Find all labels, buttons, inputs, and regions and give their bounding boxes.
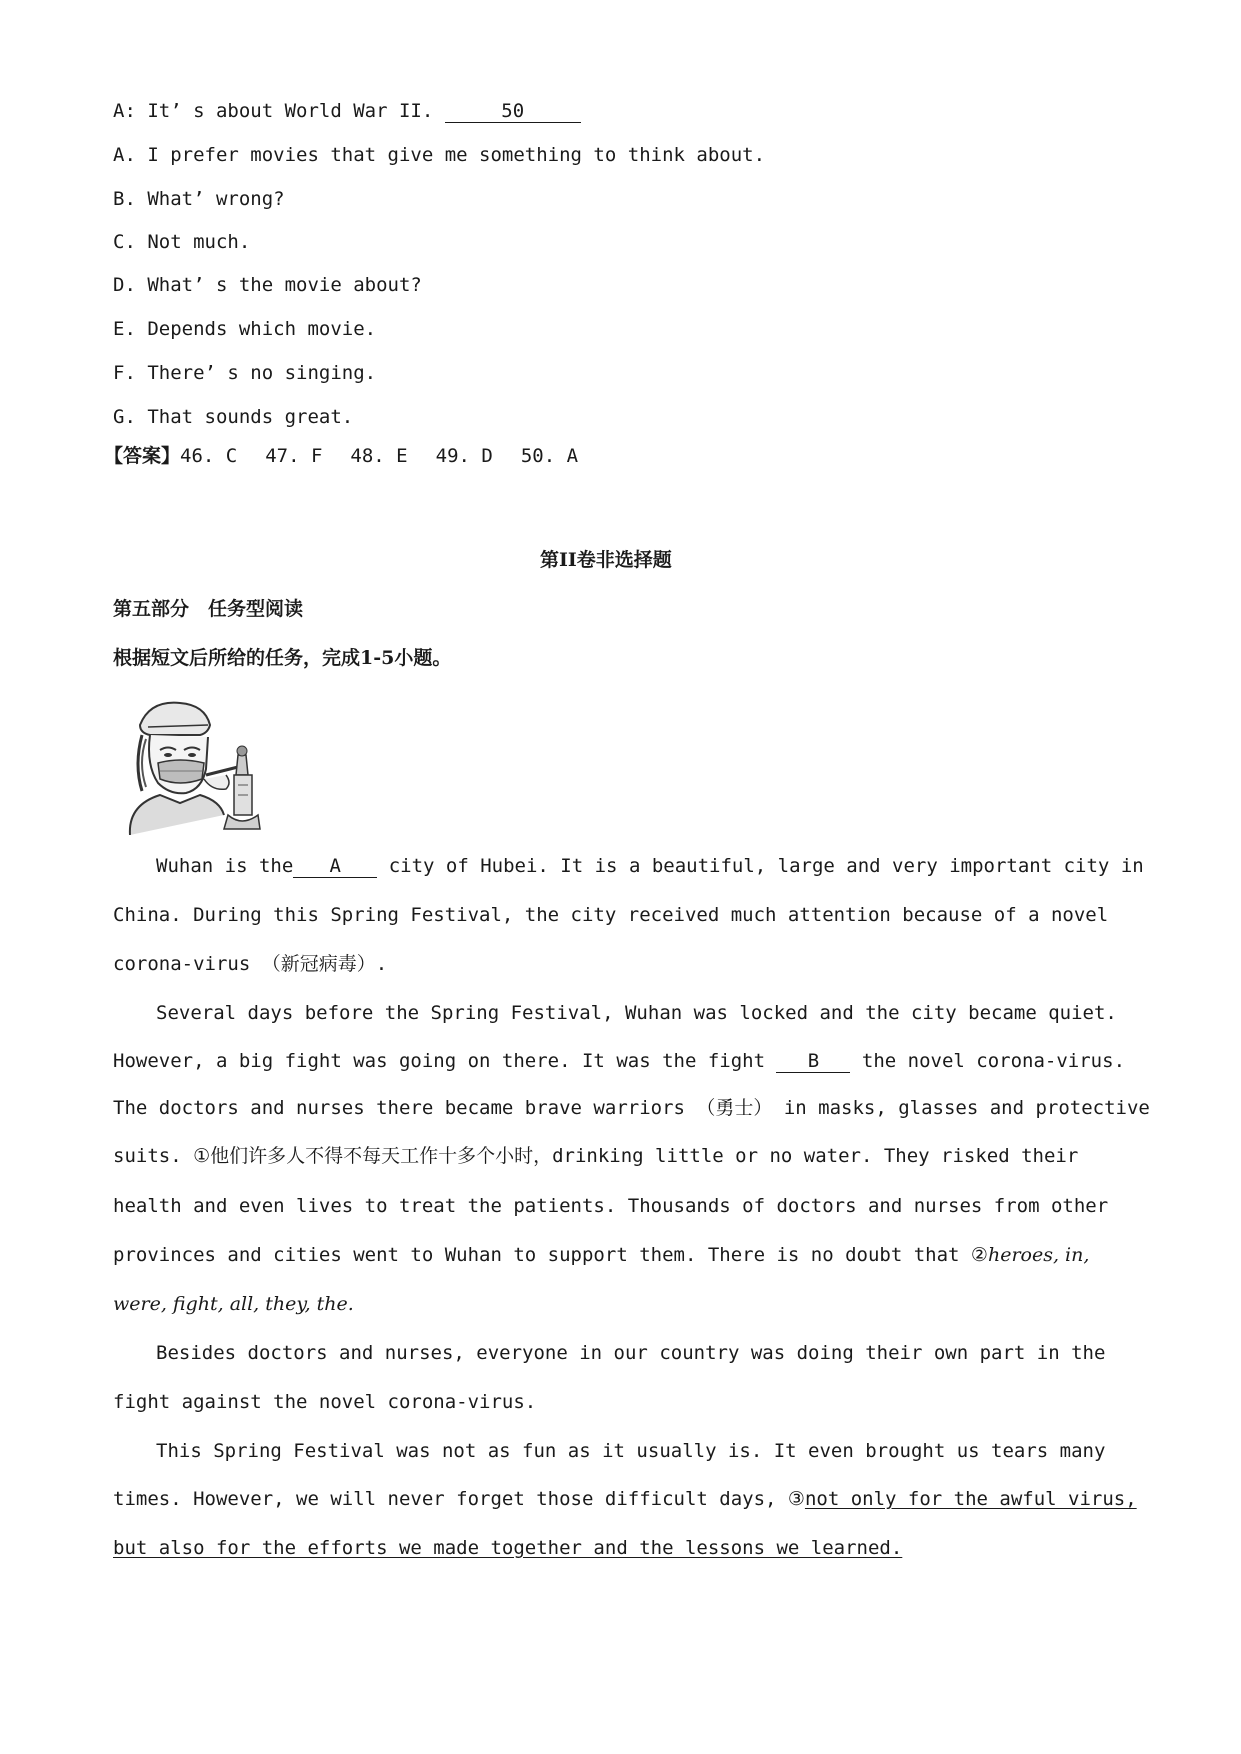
passage-text: Wuhan is the [156,855,294,877]
answer-item: 50. A [520,445,579,467]
task-3-underlined-sentence-cont: but also for the efforts we made together and the lessons we learned. [113,1537,903,1559]
passage-p3-line1: Besides doctors and nurses, everyone in our country was doing their own part in the [156,1342,1106,1364]
task-2-scrambled-words: heroes, in, [987,1244,1090,1266]
answer-item: 46. C [180,445,238,467]
answer-item: 49. D [435,445,493,467]
passage-p1-line2: China. During this Spring Festival, the city received much attention because of a novel [113,904,1109,926]
passage-p2-line6 [113,1242,1089,1268]
option-a: A. I prefer movies that give me something to think about. [113,144,766,166]
task-3-underlined-sentence: not only for the awful virus, [804,1488,1137,1510]
part-title: 第五部分 任务型阅读 [113,598,304,620]
option-b: B. What’ wrong? [113,188,285,210]
passage-p2-line2 [113,1048,1125,1074]
blank-label: B [807,1050,820,1072]
instruction: 根据短文后所给的任务，完成1-5小题。 [113,647,452,669]
option-g: G. That sounds great. [113,406,354,428]
answer-label: 【答案】 [104,445,181,467]
blank-number: 50 [501,100,525,122]
task-1-chinese-sentence: suits. ①他们许多人不得不每天工作十多个小时， [113,1145,553,1167]
blank-label: A [329,855,341,877]
answer-blank-50[interactable] [445,100,581,123]
passage-text: times. However, we will never forget those difficult days, ③ [113,1488,805,1510]
passage-p1-line3: corona-virus （新冠病毒）. [113,953,388,975]
passage-p3-line2: fight against the novel corona-virus. [113,1391,537,1413]
answer-item: 47. F [265,445,323,467]
passage-p1-line1 [156,853,1144,879]
passage-p2-line3: The doctors and nurses there became brave warriors （勇士） in masks, glasses and protective [113,1097,1150,1119]
dialogue-line-last [113,98,581,124]
option-d: D. What’ s the movie about? [113,274,422,296]
passage-text: provinces and cities went to Wuhan to support them. There is no doubt that ② [113,1244,988,1266]
passage-p2-line4 [113,1143,1078,1169]
passage-p4-line1: This Spring Festival was not as fun as it usually is. It even brought us tears many [156,1440,1106,1462]
passage-text: drinking little or no water. They risked their [552,1145,1079,1167]
passage-p2-line1: Several days before the Spring Festival, Wuhan was locked and the city became quiet. [156,1002,1117,1024]
answer-blank-a[interactable] [293,855,377,878]
passage-text: city of Hubei. It is a beautiful, large and very important city in [377,855,1144,877]
option-c: C. Not much. [113,231,251,253]
passage-text: the novel corona-virus. [850,1050,1126,1072]
answer-blank-b[interactable] [776,1050,850,1073]
option-f: F. There’ s no singing. [113,362,377,384]
passage-text: However, a big fight was going on there. It was the fight [113,1050,777,1072]
nurse-in-mask-illustration [120,695,280,835]
answer-key [104,443,578,469]
passage-p2-line5: health and even lives to treat the patients. Thousands of doctors and nurses from other [113,1195,1109,1217]
section-title: 第II卷非选择题 [540,549,672,571]
task-2-scrambled-words-cont: were, fight, all, they, the. [113,1293,354,1315]
dialogue-text: A: It’ s about World War II. [113,100,445,122]
answer-item: 48. E [350,445,408,467]
passage-p4-line2 [113,1486,1137,1512]
option-e: E. Depends which movie. [113,318,377,340]
